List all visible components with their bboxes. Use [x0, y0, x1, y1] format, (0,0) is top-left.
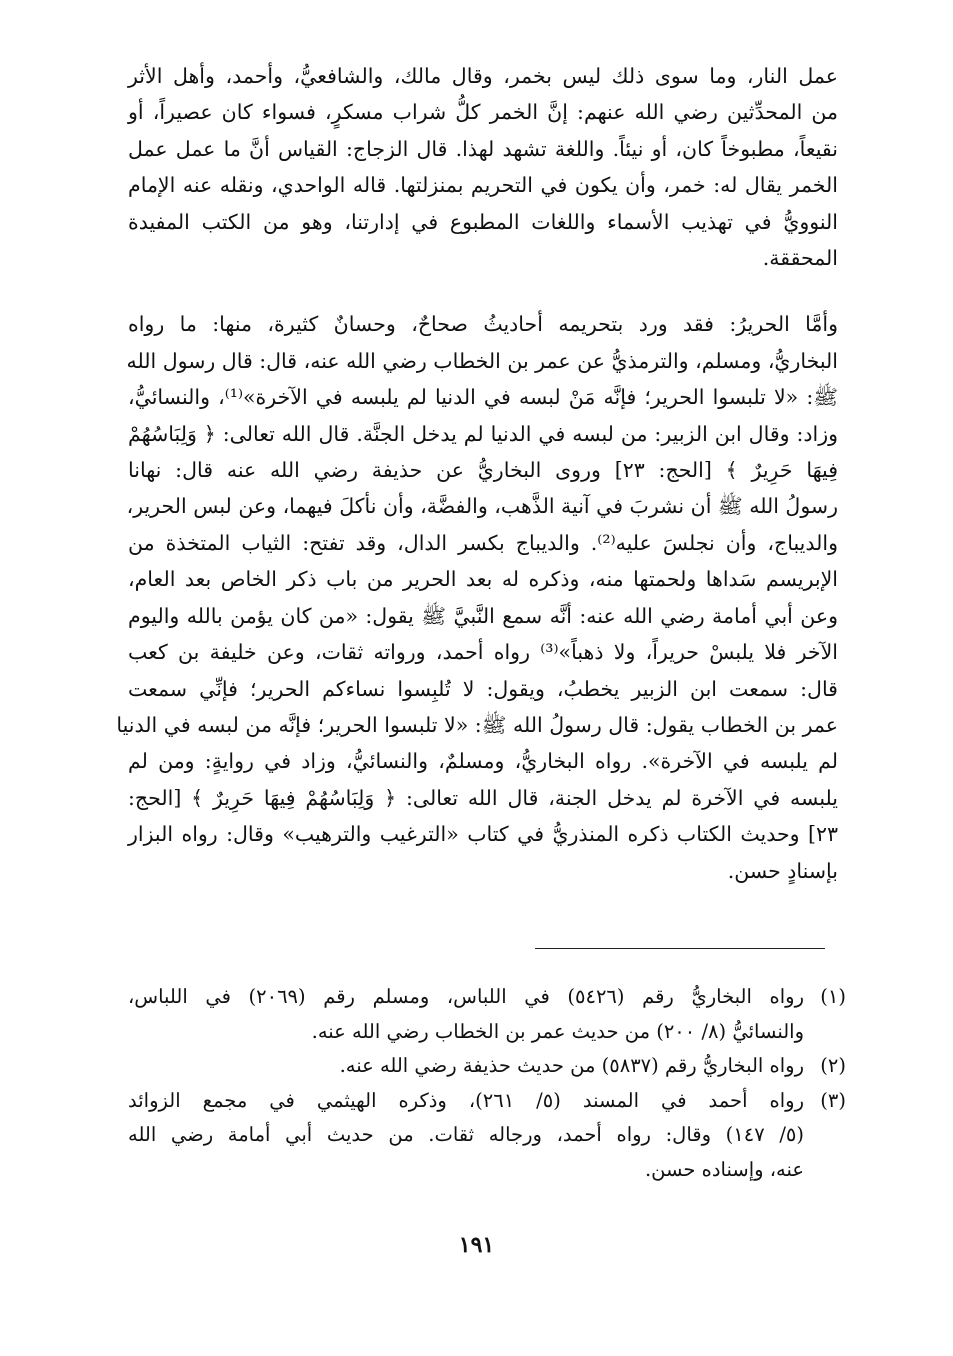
text-line: قال: سمعت ابن الزبير يخطبُ، ويقول: لا تُلبِسوا نساءكم الحرير؛ فإنِّي سمعت	[128, 676, 838, 701]
text-line: ﷺ: «لا تلبسوا الحرير؛ فإنَّه مَنْ لبسه في الدنيا لم يلبسه في الآخرة»⁽¹⁾، والنسائيُّ،	[128, 385, 838, 410]
footnote-text	[128, 980, 804, 1049]
text-line: يلبسه في الآخرة لم يدخل الجنة، قال الله تعالى: ﴿ وَلِبَاسُهُمْ فِيهَا حَرِيرٌ ﴾ [الحج:	[128, 785, 838, 810]
footnote-line: (٥/ ١٤٧) وقال: رواه أحمد، ورجاله ثقات. من حديث أبي أمامة رضي الله	[128, 1123, 804, 1147]
main-text	[116, 58, 839, 889]
footnote-line: رواه البخاريُّ رقم (٥٤٢٦) في اللباس، ومسلم رقم (٢٠٦٩) في اللباس،	[128, 985, 804, 1008]
text-line: الآخر فلا يلبسْ حريراً، ولا ذهباً»⁽³⁾ رواه أحمد، ورواته ثقات، وعن خليفة بن كعب	[128, 640, 838, 665]
text-line: وأمَّا الحريرُ: فقد ورد بتحريمه أحاديثُ صحاحٌ، وحسانٌ كثيرة، منها: ما رواه	[128, 312, 838, 337]
text-line: الخمر يقال له: خمر، وأن يكون في التحريم بمنزلتها. قاله الواحدي، ونقله عنه الإمام	[128, 173, 838, 198]
footnote-line: رواه أحمد في المسند (٥/ ٢٦١)، وذكره الهيثمي في مجمع الزوائد	[128, 1088, 804, 1112]
text-line: ٢٣] وحديث الكتاب ذكره المنذريُّ في كتاب «الترغيب والترهيب» وقال: رواه البزار	[128, 822, 838, 847]
text-line: فِيهَا حَرِيرٌ ﴾ [الحج: ٢٣] وروى البخاريُّ عن حذيفة رضي الله عنه قال: نهانا	[128, 458, 839, 483]
text-line: لم يلبسه في الآخرة». رواه البخاريُّ، ومسلمٌ، والنسائيُّ، وزاد في روايةٍ: ومن لم	[128, 749, 838, 774]
text-line: رسولُ الله ﷺ أن نشربَ في آنية الذَّهب، والفضَّة، وأن نأكلَ فيهما، وعن لبس الحرير،	[126, 494, 838, 519]
paragraph-2	[116, 306, 839, 889]
footnote-line: والنسائيُّ (٨/ ٢٠٠) من حديث عمر بن الخطاب رضي الله عنه.	[311, 1019, 804, 1043]
text-line: بإسنادٍ حسن.	[727, 858, 838, 883]
text-line: المحققة.	[762, 246, 838, 271]
footnote-3	[128, 1084, 846, 1188]
footnotes	[128, 980, 846, 1188]
footnote-number: (١)	[820, 985, 846, 1008]
text-line: وزاد: وقال ابن الزبير: من لبسه في الدنيا لم يدخل الجنَّة. قال الله تعالى: ﴿ وَلِبَاسُهُمْ	[128, 421, 838, 446]
text-line: والديباج، وأن نجلسَ عليه⁽²⁾. والديباج بكسر الدال، وقد تفتح: الثياب المتخذة من	[128, 530, 838, 555]
footnote-text	[128, 1084, 804, 1188]
text-line: عمل النار، وما سوى ذلك ليس بخمر، وقال مالك، والشافعيُّ، وأحمد، وأهل الأثر	[128, 64, 838, 88]
page-number: ١٩١	[458, 1232, 495, 1258]
footnote-text	[128, 1049, 804, 1084]
footnote-line: رواه البخاريُّ رقم (٥٨٣٧) من حديث حذيفة رضي الله عنه.	[339, 1054, 804, 1078]
text-line: وعن أبي أمامة رضي الله عنه: أنَّه سمع النَّبيَّ ﷺ يقول: «من كان يؤمن بالله واليوم	[128, 603, 838, 628]
text-line: نقيعاً، مطبوخاً كان، أو نيئاً. واللغة تشهد لهذا. قال الزجاج: القياس أنَّ ما عمل عمل	[128, 136, 838, 161]
footnote-2	[128, 1049, 846, 1084]
text-line: الإبريسم سَداها ولحمتها منه، وذكره له بعد الحرير من باب ذكر الخاص بعد العام،	[128, 567, 838, 592]
paragraph-gap	[128, 276, 838, 306]
footnote-separator	[535, 948, 825, 949]
text-line: البخاريُّ، ومسلم، والترمذيُّ عن عمر بن الخطاب رضي الله عنه، قال: قال رسول الله	[126, 348, 838, 373]
footnote-number: (٣)	[820, 1088, 846, 1112]
text-line: عمر بن الخطاب يقول: قال رسولُ الله ﷺ: «لا تلبسوا الحرير؛ فإنَّه من لبسه في الدنيا	[116, 712, 838, 737]
paragraph-1	[128, 58, 838, 276]
footnote-number: (٢)	[820, 1054, 846, 1078]
text-line: النوويُّ في تهذيب الأسماء واللغات المطبوع في إدارتنا، وهو من الكتب المفيدة	[128, 209, 838, 234]
text-line: من المحدِّثين رضي الله عنهم: إنَّ الخمر كلُّ شراب مسكرٍ، فسواء كان عصيراً، أو	[128, 100, 838, 125]
footnote-line: عنه، وإسناده حسن.	[644, 1157, 804, 1181]
footnote-1	[128, 980, 846, 1049]
